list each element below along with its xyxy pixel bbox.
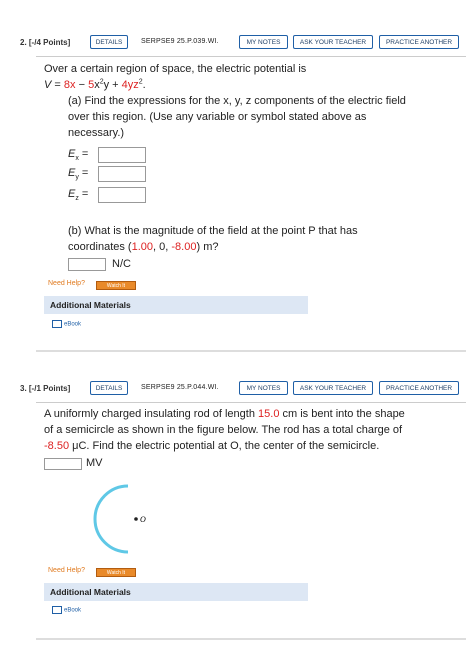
book-icon [52,320,62,328]
additional-materials-header: Additional Materials [44,296,308,314]
q3-line-1: A uniformly charged insulating rod of length 15.0 cm is bent into the shape [44,408,405,420]
need-help-label: Need Help? [48,567,85,574]
q2-part-a-line-1: (a) Find the expressions for the x, y, z components of the electric field [68,95,406,107]
practice-another-button[interactable]: PRACTICE ANOTHER [379,35,459,49]
ez-input[interactable] [98,187,146,203]
charged-rod [95,486,128,552]
question-2-header [0,32,474,56]
ex-input[interactable] [98,147,146,163]
q2-part-b-line-2: coordinates (1.00, 0, -8.00) m? [68,241,219,253]
ask-teacher-button[interactable]: ASK YOUR TEACHER [293,381,373,395]
details-button[interactable]: DETAILS [90,35,128,49]
q2-equation: $V = 8x - 5x^2y + 4yz^2$. [44,78,146,91]
question-2-number: 2. [-/4 Points] [20,38,71,47]
ey-input[interactable] [98,166,146,182]
magnitude-input[interactable] [68,258,106,271]
question-3-text [44,406,470,454]
ey-row: $E_y$ = [68,167,89,182]
need-help-label: Need Help? [48,280,85,287]
semicircle-figure [90,478,160,562]
q3-line-3: -8.50 μC. Find the electric potential at O, the center of the semicircle. [44,440,380,452]
center-label: O [140,515,146,524]
potential-input[interactable] [44,458,82,470]
question-3-header [0,378,474,402]
potential-unit: MV [86,457,103,469]
header-divider [36,402,466,403]
q3-line-2: of a semicircle as shown in the figure below. The rod has a total charge of [44,424,403,436]
ask-teacher-button[interactable]: ASK YOUR TEACHER [293,35,373,49]
watch-it-button[interactable]: Watch It [96,281,136,290]
magnitude-unit: N/C [112,258,131,270]
question-3-number: 3. [-/1 Points] [20,384,71,393]
question-2-text [44,61,464,141]
question-separator [36,638,466,640]
details-button[interactable]: DETAILS [90,381,128,395]
header-divider [36,56,466,57]
q2-line-1: Over a certain region of space, the electric potential is [44,63,307,75]
question-separator [36,350,466,352]
book-icon [52,606,62,614]
question-2-code: SERPSE9 25.P.039.WI. [141,38,219,45]
q2-part-a-line-3: necessary.) [68,127,125,139]
q2-part-a-line-2: over this region. (Use any variable or symbol stated above as [68,111,367,123]
center-point [134,517,138,521]
ex-row: $E_x$ = [68,148,89,163]
ebook-link[interactable]: eBook [52,606,81,614]
question-3-code: SERPSE9 25.P.044.WI. [141,384,219,391]
q2-part-b-line-1: (b) What is the magnitude of the field at the point P that has [68,225,358,237]
my-notes-button[interactable]: MY NOTES [239,35,288,49]
q2-part-b [68,223,468,255]
watch-it-button[interactable]: Watch It [96,568,136,577]
ebook-link[interactable]: eBook [52,320,81,328]
ez-row: $E_z$ = [68,188,89,203]
additional-materials-header: Additional Materials [44,583,308,601]
practice-another-button[interactable]: PRACTICE ANOTHER [379,381,459,395]
my-notes-button[interactable]: MY NOTES [239,381,288,395]
